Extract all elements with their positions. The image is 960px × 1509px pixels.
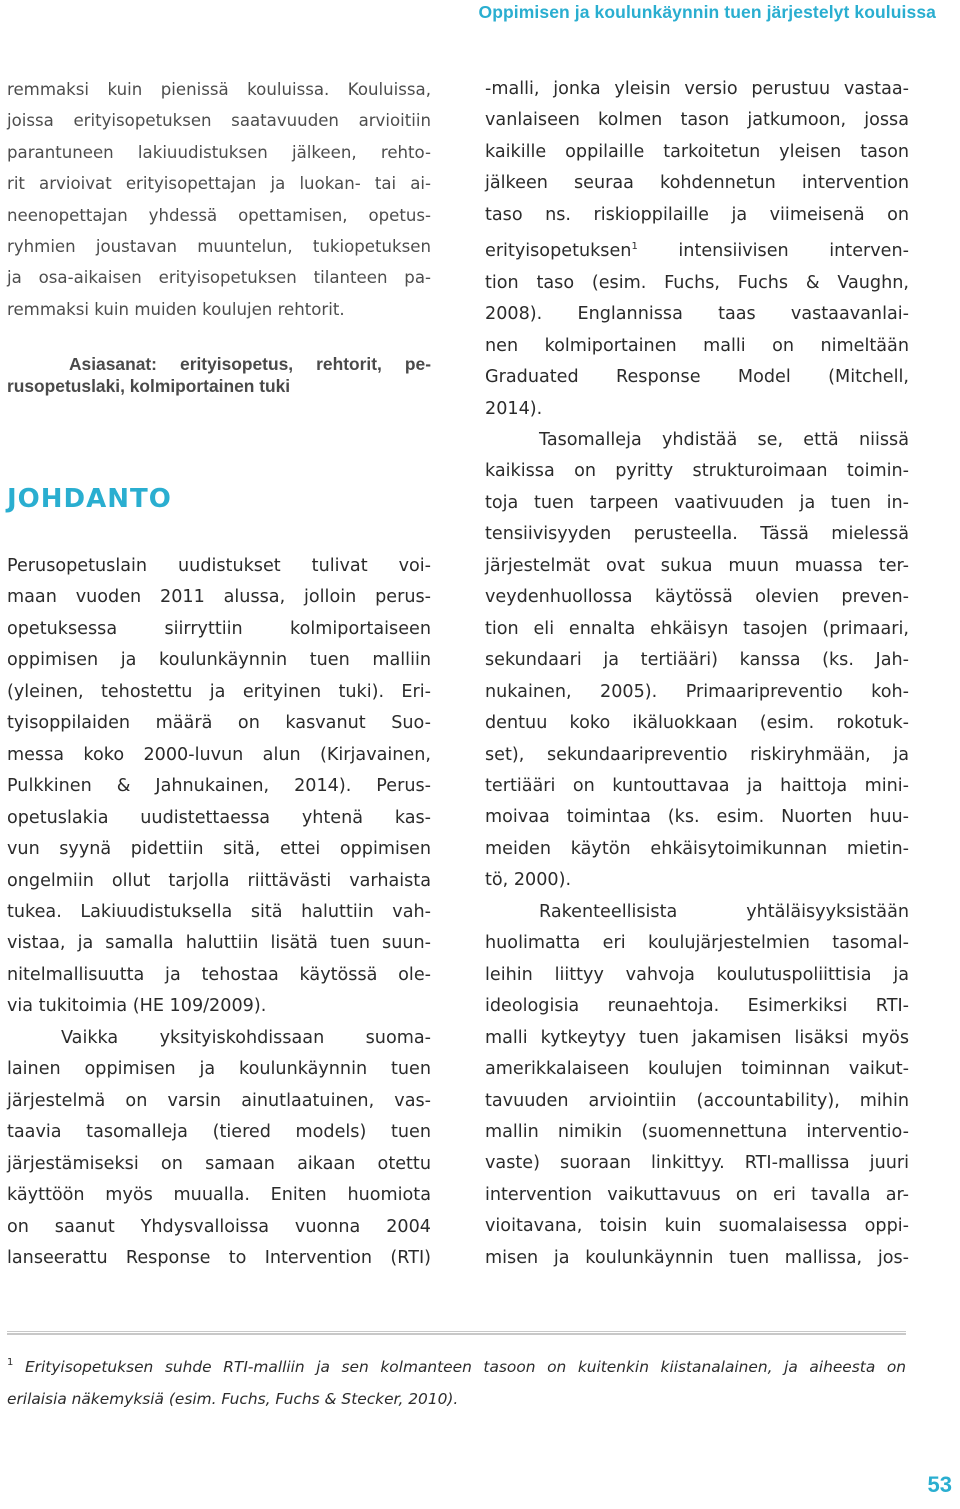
footnote-line: erilaisia näkemyksiä (esim. Fuchs, Fuchs & Stecker, 2010). bbox=[7, 1389, 459, 1408]
text-line: toja tuen tarpeen vaativuuden ja tuen in- bbox=[485, 492, 909, 513]
text-line: messa koko 2000-luvun alun (Kirjavainen, bbox=[7, 744, 431, 765]
text-line: malli kytkeytyy tuen jakamisen lisäksi myös bbox=[485, 1027, 909, 1048]
text-line: taavia tasomalleja (tiered models) tuen bbox=[7, 1122, 431, 1143]
page-number: 53 bbox=[927, 1472, 952, 1497]
text-line: taso ns. riskioppilaille ja viimeisenä on bbox=[485, 204, 909, 225]
text-line: set), sekundaaripreventio riskiryhmään, ja bbox=[485, 744, 909, 765]
text-line: tion eli ennalta ehkäisyn tasojen (primaari, bbox=[485, 618, 909, 639]
text-line: Graduated Response Model (Mitchell, bbox=[485, 367, 909, 388]
text-line: opetuksessa siirryttiin kolmiportaiseen bbox=[7, 618, 431, 639]
footnote-divider bbox=[7, 1331, 906, 1335]
text-line: misen ja koulunkäynnin tuen mallissa, jos- bbox=[485, 1247, 909, 1268]
text-line: rusopetuslaki, kolmiportainen tuki bbox=[7, 376, 291, 396]
text-line: meiden käytön ehkäisytoimikunnan mietin- bbox=[485, 838, 909, 859]
text-line: Perusopetuslain uudistukset tulivat voi- bbox=[7, 556, 431, 576]
text-line: sekundaari ja tertiääri) kanssa (ks. Jah- bbox=[485, 650, 909, 671]
section-heading: JOHDANTO bbox=[7, 484, 172, 514]
left-body-text bbox=[7, 551, 431, 1274]
text-line: maan vuoden 2011 alussa, jolloin perus- bbox=[7, 587, 431, 608]
text-line: neenopettajan yhdessä opettamisen, opetus- bbox=[7, 205, 431, 225]
text-line: Pulkkinen & Jahnukainen, 2014). Perus- bbox=[7, 776, 431, 797]
text-line: parantuneen lakiuudistuksen jälkeen, rehto- bbox=[7, 142, 431, 162]
text-line: mallin nimikin (suomennettuna interventio- bbox=[485, 1121, 909, 1142]
text-line: kaikissa on pyritty strukturoimaan toimin- bbox=[485, 461, 909, 482]
text-line: tukea. Lakiuudistuksella sitä haluttiin vah- bbox=[7, 901, 431, 922]
text-line: vistaa, ja samalla haluttiin lisätä tuen suun- bbox=[7, 933, 431, 954]
text-line: tion taso (esim. Fuchs, Fuchs & Vaughn, bbox=[485, 272, 909, 293]
text-line: huolimatta eri koulujärjestelmien tasomal- bbox=[485, 933, 909, 954]
text-line: oppimisen ja koulunkäynnin tuen malliin bbox=[7, 650, 431, 671]
text-line: ideologisia reunaehtoja. Esimerkiksi RTI- bbox=[485, 996, 909, 1017]
text-line: tertiääri on kuntouttavaa ja haittoja mini- bbox=[485, 775, 909, 796]
text-line: joissa erityisopetuksen saatavuuden arvioitiin bbox=[7, 111, 431, 131]
text-line: 2014). bbox=[485, 398, 543, 419]
text-line: tyisoppilaiden määrä on kasvanut Suo- bbox=[7, 713, 431, 734]
text-line: via tukitoimia (HE 109/2009). bbox=[7, 996, 267, 1017]
footnote bbox=[7, 1347, 906, 1415]
text-line: ryhmien joustavan muuntelun, tukiopetuksen bbox=[7, 237, 431, 257]
text-line: Tasomalleja yhdistää se, että niissä bbox=[539, 429, 909, 450]
text-line: lainen oppimisen ja koulunkäynnin tuen bbox=[7, 1059, 431, 1080]
text-fragment: intensiivisen interven- bbox=[678, 241, 910, 262]
text-line: vioitavana, toisin kuin suomalaisessa oppi- bbox=[485, 1216, 909, 1237]
text-line: remmaksi kuin pienissä kouluissa. Kouluissa, bbox=[7, 80, 431, 99]
text-line: lanseerattu Response to Intervention (RTI) bbox=[7, 1247, 431, 1268]
text-line: remmaksi kuin muiden koulujen rehtorit. bbox=[7, 299, 345, 319]
text-line: vaste) suoraan linkittyy. RTI-mallissa juuri bbox=[485, 1153, 909, 1174]
text-line: järjestelmä on varsin ainutlaatuinen, vas- bbox=[7, 1090, 431, 1111]
footnote-line bbox=[7, 1347, 906, 1384]
text-line: ongelmiin ollut tarjolla riittävästi varhaista bbox=[7, 870, 431, 891]
text-line: järjestämiseksi on samaan aikaan otettu bbox=[7, 1153, 431, 1174]
text-line: käyttöön myös muualla. Eniten huomiota bbox=[7, 1185, 431, 1206]
footnote-marker: 1 bbox=[631, 241, 638, 253]
text-line: Asiasanat: erityisopetus, rehtorit, pe- bbox=[69, 354, 431, 374]
text-line: opetuslakia uudistettaessa yhtenä kas- bbox=[7, 807, 431, 828]
text-line: intervention vaikuttavuus on eri tavalla ar- bbox=[485, 1184, 909, 1205]
text-line: järjestelmät ovat sukua muun muassa ter- bbox=[485, 555, 909, 576]
text-line: vun syynä pidettiin sitä, ettei oppimisen bbox=[7, 839, 431, 860]
text-line: tavuuden arviointiin (accountability), mihin bbox=[485, 1090, 909, 1111]
text-line: kaikille oppilaille tarkoitetun yleisen tason bbox=[485, 141, 909, 162]
running-header: Oppimisen ja koulunkäynnin tuen järjestelyt kouluissa bbox=[478, 2, 936, 22]
text-line: (yleinen, tehostettu ja erityinen tuki). Eri- bbox=[7, 681, 431, 702]
text-line: moivaa toimintaa (ks. esim. Nuorten huu- bbox=[485, 807, 909, 828]
text-line: ja osa-aikaisen erityisopetuksen tilanteen pa- bbox=[7, 268, 431, 288]
text-line: leihin liittyy vahvoja koulutuspoliittisia ja bbox=[485, 964, 909, 985]
text-line: -malli, jonka yleisin versio perustuu vastaa- bbox=[485, 79, 909, 99]
text-line: tensiivisyyden perusteella. Tässä mielessä bbox=[485, 524, 909, 545]
text-line: rit arvioivat erityisopettajan ja luokan- tai ai- bbox=[7, 174, 431, 194]
text-line: dentuu koko ikäluokkaan (esim. rokotuk- bbox=[485, 713, 909, 734]
text-line: nukainen, 2005). Primaaripreventio koh- bbox=[485, 681, 909, 702]
footnote-marker: 1 bbox=[7, 1357, 14, 1368]
text-line: amerikkalaiseen koulujen toiminnan vaikut- bbox=[485, 1059, 909, 1080]
right-body-text bbox=[485, 74, 909, 1274]
text-line: on saanut Yhdysvalloissa vuonna 2004 bbox=[7, 1216, 431, 1237]
text-line: 2008). Englannissa taas vastaavanlai- bbox=[485, 304, 909, 325]
text-line: jälkeen seuraa kohdennetun intervention bbox=[485, 173, 909, 194]
text-line: vanlaiseen kolmen tason jatkumoon, jossa bbox=[485, 110, 909, 131]
text-line: Vaikka yksityiskohdissaan suoma- bbox=[61, 1027, 431, 1048]
text-line: nitelmallisuutta ja tehostaa käytössä ole- bbox=[7, 964, 431, 985]
keywords bbox=[7, 353, 431, 397]
text-fragment: erityisopetuksen bbox=[485, 241, 632, 262]
text-line: veydenhuollossa käytössä olevien preven- bbox=[485, 587, 909, 608]
text-line-with-footnote bbox=[485, 231, 909, 267]
intro-paragraph bbox=[7, 74, 431, 325]
text-line: Rakenteellisista yhtäläisyyksistään bbox=[539, 901, 909, 922]
text-line: tö, 2000). bbox=[485, 870, 572, 891]
text-line: nen kolmiportainen malli on nimeltään bbox=[485, 335, 909, 356]
footnote-text: Erityisopetuksen suhde RTI-malliin ja sen kolmanteen tasoon on kuitenkin kiistanalainen, ja aiheesta on bbox=[24, 1358, 906, 1376]
